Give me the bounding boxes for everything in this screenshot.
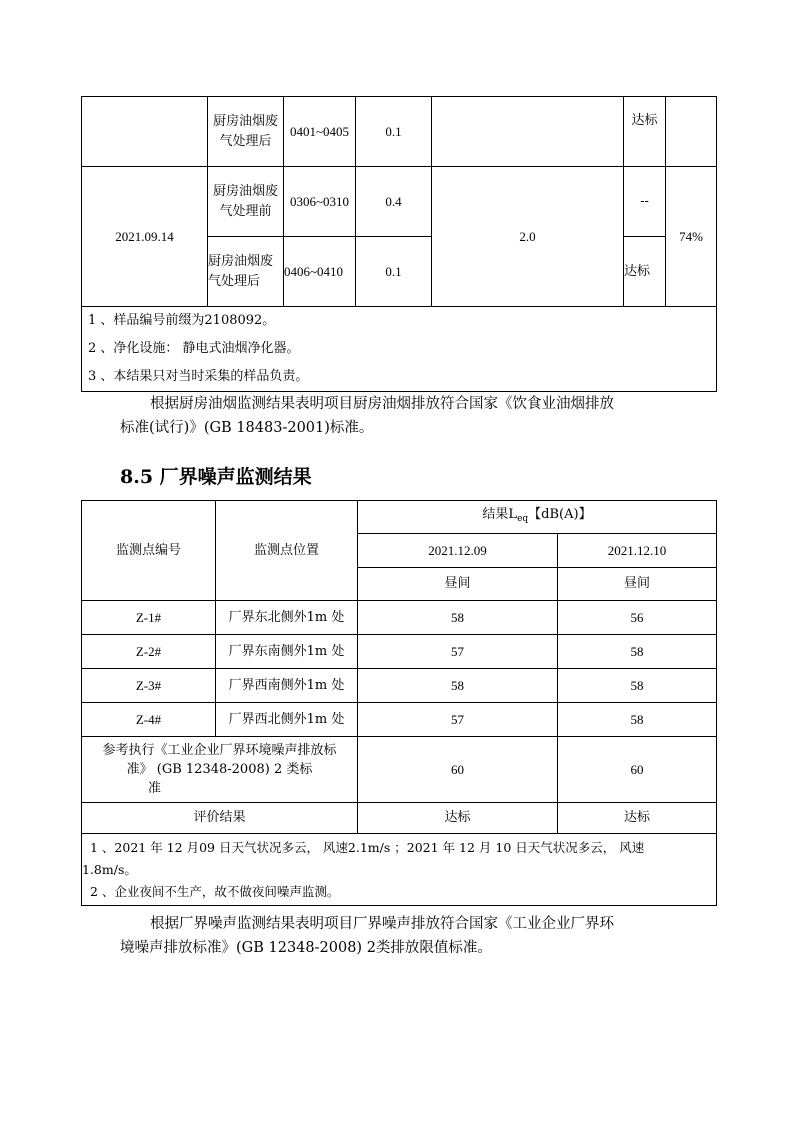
standard-label-line: 参考执行《工业企业厂界环境噪声排放标 [102,743,337,758]
noise-value-cell: 57 [358,635,558,669]
conclusion-paragraph-noise [120,912,700,960]
point-location-cell: 厂界东北侧外1m 处 [216,601,358,635]
sample-range-cell: 0306~0310 [284,167,356,237]
note-line: 2 、净化设施： 静电式油烟净化器。 [88,341,300,356]
limit-cell: 2.0 [432,167,624,307]
noise-value-cell: 58 [558,635,717,669]
note-line: 3 、本结果只对当时采集的样品负责。 [88,369,309,384]
result-cell: 达标 [624,237,666,307]
paragraph-line: 根据厂界噪声监测结果表明项目厂界噪声排放符合国家《工业企业厂界环 [150,916,614,932]
paragraph-line: 根据厨房油烟监测结果表明项目厨房油烟排放符合国家《饮食业油烟排放 [150,396,614,412]
fume-results-table [81,96,717,392]
noise-value-cell: 58 [558,669,717,703]
result-header-sub: eq [517,514,529,524]
table-row [82,601,717,635]
noise-value-cell: 58 [558,703,717,737]
result-header-suffix: 【dB(A)】 [528,507,592,522]
point-id-cell: Z-2# [82,635,216,669]
conclusion-paragraph-fume [120,392,700,440]
period-header: 昼间 [558,568,717,601]
paragraph-line: 境噪声排放标准》(GB 12348-2008) 2类排放限值标准。 [120,940,492,956]
date-header: 2021.12.10 [558,534,717,568]
evaluation-label-cell: 评价结果 [82,803,358,834]
date-header: 2021.12.09 [358,534,558,568]
evaluation-result-cell: 达标 [558,803,717,834]
point-location-header: 监测点位置 [216,501,358,601]
sample-name-cell: 厨房油烟废气处理后 [208,237,284,307]
point-id-cell: Z-4# [82,703,216,737]
point-id-cell: Z-1# [82,601,216,635]
noise-value-cell: 57 [358,703,558,737]
sample-range-cell: 0401~0405 [284,97,356,167]
paragraph-line: 标准(试行)》(GB 18483-2001)标准。 [120,420,374,436]
efficiency-cell: 74% [666,167,717,307]
table1-notes [82,307,717,392]
note-line: 1 、2021 年 12 月09 日天气状况多云， 风速2.1m/s ；2021 年 12 月 10 日天气状况多云， 风速 [90,839,645,855]
note-line: 1 、样品编号前缀为2108092。 [88,313,276,328]
table-row [82,703,717,737]
limit-cell-empty [432,97,624,167]
noise-results-table [81,500,717,906]
sample-name-cell: 厨房油烟废气处理前 [208,167,284,237]
point-id-cell: Z-3# [82,669,216,703]
value-cell: 0.1 [356,97,432,167]
sample-range-cell: 0406~0410 [284,237,356,307]
date-cell-empty [82,97,208,167]
point-location-cell: 厂界东南侧外1m 处 [216,635,358,669]
table-row [82,635,717,669]
noise-value-cell: 56 [558,601,717,635]
standard-label-cell [82,737,358,803]
result-header [358,501,717,534]
result-cell: -- [624,167,666,237]
value-cell: 0.4 [356,167,432,237]
date-cell: 2021.09.14 [82,167,208,307]
standard-value-cell: 60 [358,737,558,803]
standard-label-line: 准 [148,781,162,796]
standard-value-cell: 60 [558,737,717,803]
efficiency-cell-empty [666,97,717,167]
section-heading: 8.5 厂界噪声监测结果 [120,466,312,488]
result-header-prefix: 结果L [482,507,518,522]
result-cell: 达标 [624,97,666,167]
point-location-cell: 厂界西北侧外1m 处 [216,703,358,737]
noise-value-cell: 58 [358,669,558,703]
sample-name-cell: 厨房油烟废气处理后 [208,97,284,167]
table-row [82,669,717,703]
value-cell: 0.1 [356,237,432,307]
point-location-cell: 厂界西南侧外1m 处 [216,669,358,703]
standard-label-line: 准》 (GB 12348-2008) 2 类标 [126,762,313,777]
point-id-header: 监测点编号 [82,501,216,601]
noise-value-cell: 58 [358,601,558,635]
note-line: 2 、企业夜间不生产，故不做夜间噪声监测。 [90,883,340,899]
note-line: 1.8m/s。 [82,861,137,877]
period-header: 昼间 [358,568,558,601]
table2-notes [82,834,717,906]
evaluation-result-cell: 达标 [358,803,558,834]
